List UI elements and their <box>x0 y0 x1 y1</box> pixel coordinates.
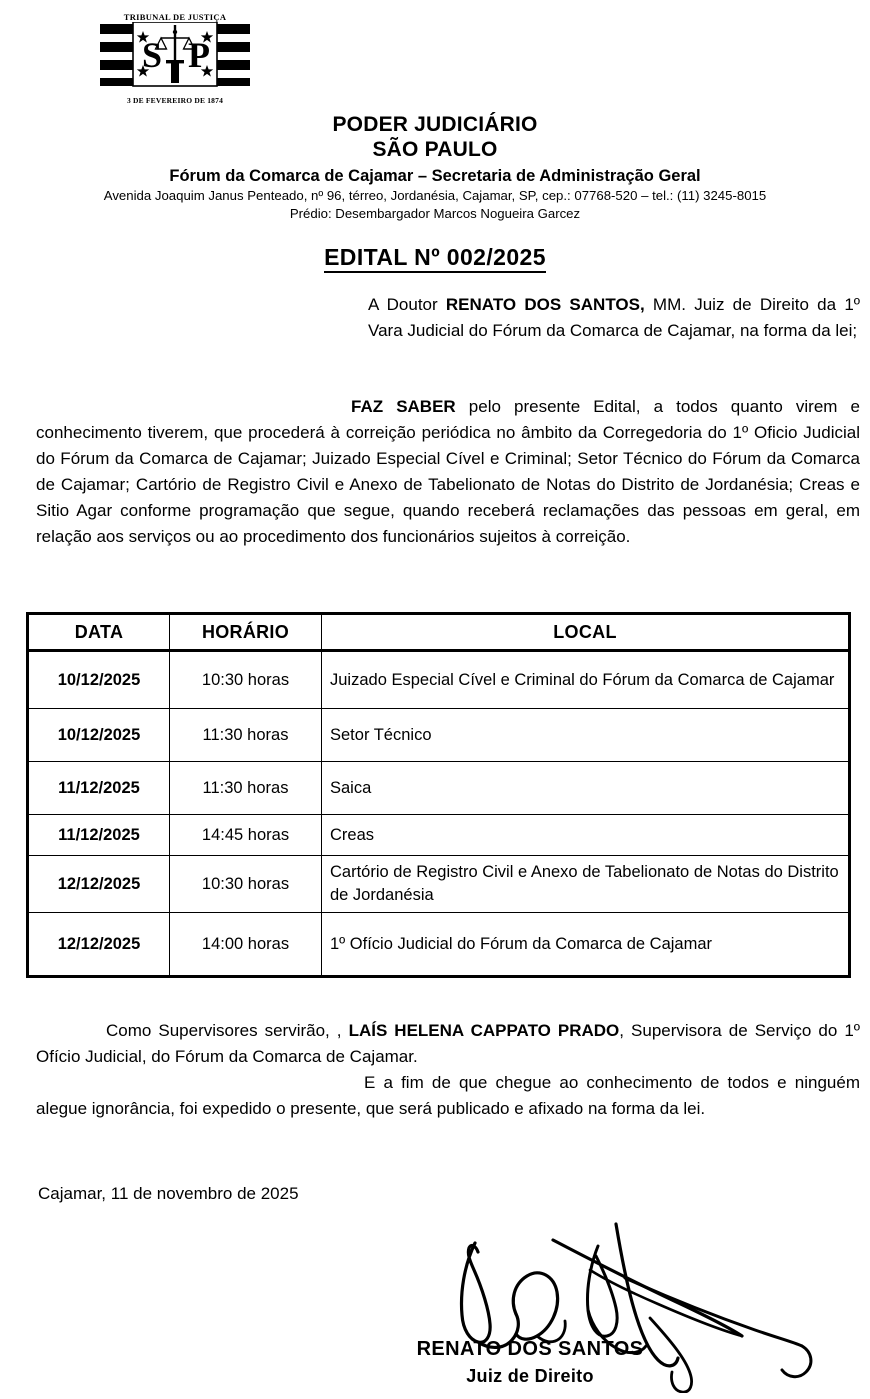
p1-prefix: A Doutor <box>368 295 446 314</box>
paragraph-faz-saber <box>36 394 860 550</box>
p3-supervisor-name: LAÍS HELENA CAPPATO PRADO <box>348 1021 620 1040</box>
cell-local: Creas <box>322 815 850 856</box>
cell-horario: 14:45 horas <box>170 815 322 856</box>
table-row <box>28 709 850 762</box>
table-header-row <box>28 614 850 651</box>
page-title <box>0 244 870 271</box>
p1-suffix: MM. Juiz de Direito da 1º Vara Judicial do Fórum da Comarca de Cajamar, na forma da lei; <box>368 295 860 340</box>
cell-data: 12/12/2025 <box>28 913 170 977</box>
schedule-table <box>26 612 851 978</box>
table-row <box>28 913 850 977</box>
table-row <box>28 815 850 856</box>
column-header-local: LOCAL <box>322 614 850 651</box>
city-and-date: Cajamar, 11 de novembro de 2025 <box>38 1184 299 1203</box>
p1-judge-name: RENATO DOS SANTOS, <box>445 295 645 314</box>
signature-name: RENATO DOS SANTOS <box>416 1338 644 1360</box>
cell-horario: 14:00 horas <box>170 913 322 977</box>
table-row <box>28 651 850 709</box>
header-line-forum-secretaria: Fórum da Comarca de Cajamar – Secretaria de Administração Geral <box>169 167 701 185</box>
header-line-sao-paulo: SÃO PAULO <box>372 138 498 161</box>
column-header-data: DATA <box>28 614 170 651</box>
paragraph-publicacao <box>36 1070 860 1122</box>
header-line-address: Avenida Joaquim Janus Penteado, nº 96, térreo, Jordanésia, Cajamar, SP, cep.: 07768-520 – tel.: (11) 3245-8015 <box>103 188 767 203</box>
schedule-table-wrapper <box>26 612 848 978</box>
cell-local: Saica <box>322 762 850 815</box>
column-header-horario: HORÁRIO <box>170 614 322 651</box>
cell-horario: 10:30 horas <box>170 856 322 913</box>
cell-data: 10/12/2025 <box>28 651 170 709</box>
cell-horario: 11:30 horas <box>170 709 322 762</box>
cell-horario: 11:30 horas <box>170 762 322 815</box>
cell-local: 1º Ofício Judicial do Fórum da Comarca de Cajamar <box>322 913 850 977</box>
cell-local: Cartório de Registro Civil e Anexo de Tabelionato de Notas do Distrito de Jordanésia <box>322 856 850 913</box>
cell-data: 10/12/2025 <box>28 709 170 762</box>
p2-faz-saber: FAZ SABER <box>351 397 456 416</box>
cell-data: 12/12/2025 <box>28 856 170 913</box>
paragraph-supervisores <box>36 1018 860 1070</box>
svg-text:P: P <box>188 35 210 75</box>
cell-horario: 10:30 horas <box>170 651 322 709</box>
p2-body: pelo presente Edital, a todos quanto virem e conhecimento tiverem, que procederá à correição periódica no âmbito da Corregedoria do 1º Oficio Judicial do Fórum da Comarca de Cajamar; Juizado Especial Cível e Criminal; Setor Técnico do Fórum da Comarca de Cajamar; Cartório de Registro Civil e Anexo de Tabelionato de Notas do Distrito de Jordanésia; Creas e Sitio Agar conforme programação que segue, quando receberá reclamações das pessoas em geral, em relação aos serviços ou ao procedimento dos funcionários sujeitos à correição. <box>36 397 860 546</box>
sao-paulo-flag-emblem-icon <box>100 22 250 94</box>
cell-data: 11/12/2025 <box>28 815 170 856</box>
table-row <box>28 856 850 913</box>
cell-local: Juizado Especial Cível e Criminal do Fórum da Comarca de Cajamar <box>322 651 850 709</box>
page-title-text: EDITAL Nº 002/2025 <box>324 244 546 273</box>
header-line-building: Prédio: Desembargador Marcos Nogueira Garcez <box>289 206 581 221</box>
p3-prefix: Como Supervisores servirão, , <box>106 1021 349 1040</box>
p4-body: E a fim de que chegue ao conhecimento de todos e ninguém alegue ignorância, foi expedido o presente, que será publicado e afixado na forma da lei. <box>36 1073 860 1118</box>
cell-data: 11/12/2025 <box>28 762 170 815</box>
svg-text:S: S <box>141 35 163 75</box>
paragraph-judge-intro <box>368 292 860 344</box>
signature-role: Juiz de Direito <box>466 1366 594 1386</box>
logo-bottom-label: 3 DE FEVEREIRO DE 1874 <box>126 96 224 105</box>
document-header <box>0 112 870 223</box>
p3-suffix: , Supervisora de Serviço do 1º Ofício Judicial, do Fórum da Comarca de Cajamar. <box>36 1021 860 1066</box>
logo-top-label: TRIBUNAL DE JUSTIÇA <box>123 12 227 22</box>
cell-local: Setor Técnico <box>322 709 850 762</box>
header-line-poder-judiciario: PODER JUDICIÁRIO <box>332 113 538 136</box>
court-seal-logo <box>100 12 250 110</box>
table-row <box>28 762 850 815</box>
